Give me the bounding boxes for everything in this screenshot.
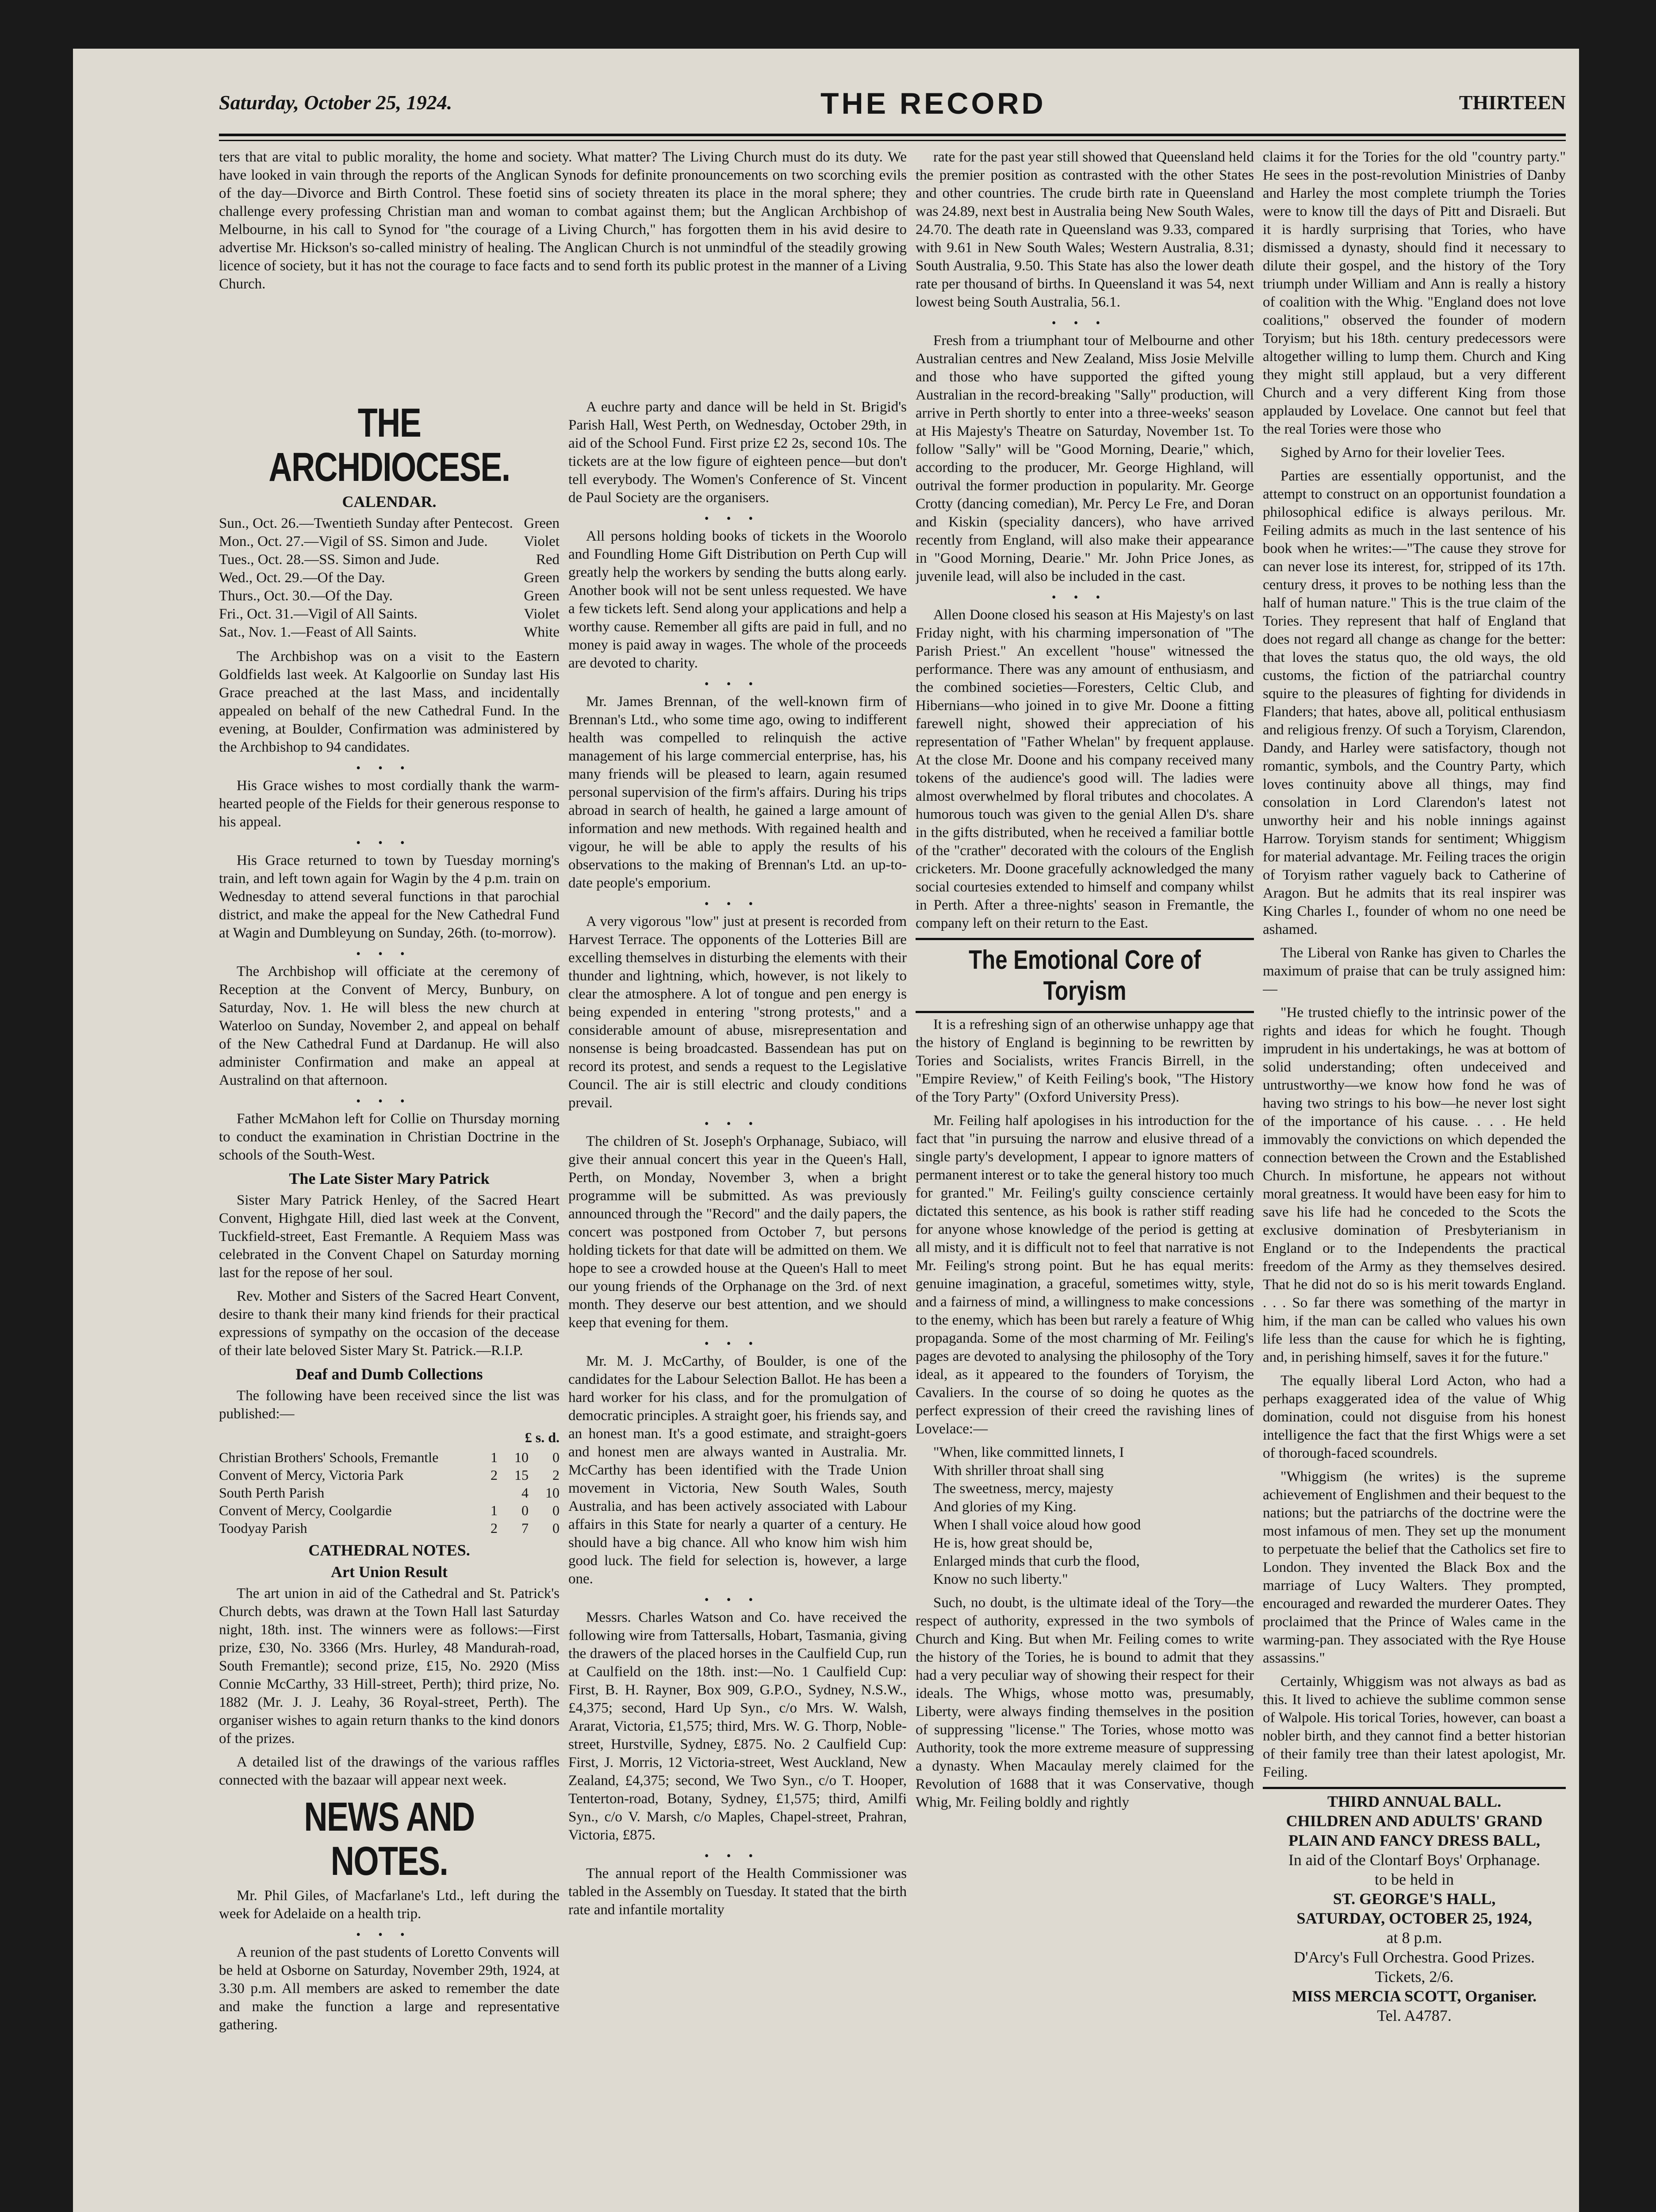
separator-dots: ••• xyxy=(356,947,422,961)
collections-heading: Deaf and Dumb Collections xyxy=(295,1365,483,1383)
page-number: THIRTEEN xyxy=(1459,91,1566,114)
separator-dots: ••• xyxy=(1051,591,1118,604)
masthead-rule xyxy=(219,134,1566,136)
paragraph: Messrs. Charles Watson and Co. have received the following wire from Tattersalls, Hobart, Tasmania, giving the drawers of the placed horses in the Caulfield Cup, run at Caulfield on the 18th. inst:—No. 1 Caulfield Cup: First, B. H. Rayner, Box 909, G.P.O., Sydney, N.S.W., £4,375; second, Hard Up Syn., c/o Mrs. W. Walsh, Ararat, Victoria, £1,575; third, Mrs. W. G. Thorp, Noble-street, Hurstville, Sydney, £875. No. 2 Caulfield Cup: First, J. Morris, 12 Victoria-street, West Auckland, New Zealand, £4,375; second, We Two Syn., c/o T. Hooper, Tenterton-road, Botany, Sydney, £1,575; third, Amilfi Syn., c/o V. Marsh, c/o Maples, Chapel-street, Prahran, Victoria, £875. xyxy=(568,1609,907,1843)
paragraph: Mr. Feiling half apologises in his introduction for the fact that "in pursuing the narrow and elusive thread of a single party's development, I appear to ignore matters of permanent interest or to take the general history too much for granted." Mr. Feiling's guilty conscience certainly dictated this sentence, as his book is rather stiff reading for anyone whose knowledge of the period is getting at all misty, and it is difficult not to feel that narrative is not Mr. Feiling's strong point. But he has equal merits: genuine imagination, a graceful, sometimes witty, style, and a fairness of mind, a willingness to make concessions to the enemy, which has been but rarely a feature of Whig propaganda. Some of the most charming of Mr. Feiling's pages are devoted to analysing the philosophy of the Tory ideal, as it appeared to the founders of Toryism, the Cavaliers. In the course of so doing he quotes as the perfect expression of their creed the ravishing lines of Lovelace:— xyxy=(916,1113,1254,1437)
paragraph: His Grace returned to town by Tuesday morning's train, and left town again for Wagin by the 4 p.m. train on Wednesday to attend several functions in that parochial district, and make the appeal for the New Cathedral Fund at Wagin and Dumbleyung on Sunday, 26th. (to-morrow). xyxy=(219,853,560,941)
column-2 xyxy=(568,398,907,2212)
calendar-entry: Thurs., Oct. 30.—Of the Day. Green xyxy=(219,588,560,604)
paragraph: A very vigorous "low" just at present is recorded from Harvest Terrace. The opponents of the Lotteries Bill are excelling themselves in disturbing the elements with their thunder and lightning, which, however, is not likely to clear the atmosphere. A lot of tongue and pen energy is being expended in entering "strong protests," and a considerable amount of abuse, misrepresentation and nonsense is being broadcasted. Bassendean has put on record its protest, and sends a request to the Legislative Council. The air is still electric and cloudy conditions prevail. xyxy=(568,914,907,1111)
table-row: Convent of Mercy, Coolgardie 1 0 0 xyxy=(219,1502,560,1518)
table-row: Toodyay Parish 2 7 0 xyxy=(219,1520,560,1536)
paragraph: Rev. Mother and Sisters of the Sacred Heart Convent, desire to thank their many kind friends for their practical expressions of sympathy on the occasion of the decease of their late beloved Sister Mary St. Patrick.—R.I.P. xyxy=(219,1288,560,1359)
paragraph: Fresh from a triumphant tour of Melbourne and other Australian centres and New Zealand, Miss Josie Melville and those who have supported the gifted young Australian in the record-breaking "Sally" production, will arrive in Perth shortly to enter into a three-weeks' season at His Majesty's Theatre on Saturday, November 1st. To follow "Sally" will be "Good Morning, Dearie," which, according to the producer, Mr. George Highland, will outrival the former production in popularity. Mr. George Crotty (dancing comedian), Mr. Percy Le Fre, and Doran and Kiskin (speciality dancers), who have arrived recently from England, will also make their appearance in "Good Morning, Dearie." Mr. John Price Jones, as juvenile lead, will also be included in the cast. xyxy=(916,333,1254,584)
separator-dots: ••• xyxy=(704,1117,771,1131)
paragraph: The annual report of the Health Commissioner was tabled in the Assembly on Tuesday. It stated that the birth rate and infantile mortality xyxy=(568,1866,907,1918)
paragraph: The art union in aid of the Cathedral and St. Patrick's Church debts, was drawn at the Town Hall last Saturday night, 18th. inst. The winners were as follows:—First prize, £30, No. 3366 (Mrs. Hurley, 48 Mandurah-road, South Fremantle); second prize, £15, No. 2920 (Miss Connie McCarthy, 33 Hill-street, Perth); third prize, No. 1882 (Mr. J. J. Leahy, 36 Royal-street, Perth). The organiser wishes to again return thanks to the kind donors of the prizes. xyxy=(219,1586,560,1747)
paragraph: Mr. James Brennan, of the well-known firm of Brennan's Ltd., who some time ago, owing to indifferent health was compelled to relinquish the active management of his large commercial enterprise, has, his many friends will be pleased to learn, again resumed personal supervision of the firm's affairs. During his trips abroad in search of health, he gained a large amount of information and new methods. With regained health and vigour, he will be able to apply the results of his observations to the making of Brennan's Ltd. an up-to-date people's emporium. xyxy=(568,694,907,891)
separator-dots: ••• xyxy=(1051,316,1118,330)
calendar-entry: Sun., Oct. 26.—Twentieth Sunday after Pentecost. Green xyxy=(219,515,560,531)
ad-rule xyxy=(1263,1787,1566,1789)
paragraph: Father McMahon left for Collie on Thursday morning to conduct the examination in Christian Doctrine in the schools of the South-West. xyxy=(219,1111,560,1163)
archdiocese-heading: THE ARCHDIOCESE. xyxy=(268,400,510,490)
collections-table xyxy=(219,1448,560,1537)
money-header: £ s. d. xyxy=(525,1429,560,1445)
paragraph: Mr. Phil Giles, of Macfarlane's Ltd., left during the week for Adelaide on a health trip. xyxy=(219,1888,560,1922)
paragraph: His Grace wishes to most cordially thank the warm-hearted people of the Fields for their generous response to his appeal. xyxy=(219,778,560,830)
newspaper-page xyxy=(73,49,1579,2212)
paragraph: Mr. M. J. McCarthy, of Boulder, is one of the candidates for the Labour Selection Ballot. He has been a hard worker for his class, and for the promulgation of democratic principles. A straight goer, his friends say, and an honest man. It's a good estimate, and straight-goers and honest men are always wanted in Australia. Mr. McCarthy has been identified with the Trade Union movement in Victoria, New South Wales, South Australia, and has been actively associated with Labour affairs in this State for nearly a quarter of a century. He should have a big chance. All who know him wish him good luck. The field for selection is, however, a large one. xyxy=(568,1353,907,1587)
sister-heading: The Late Sister Mary Patrick xyxy=(289,1170,490,1187)
intro-text: ters that are vital to public morality, the home and society. What matter? The Living Church must do its duty. We have looked in vain through the reports of the Anglican Synods for definite pronouncements on two scorching evils of the day—Divorce and Birth Control. These foetid sins of society threaten its place in the moral sphere; they challenge every professing Christian man and woman to combat against them; but the Anglican Archbishop of Melbourne, in his call to Synod for "the courage of a Living Church," has forgotten them in his avid desire to advertise Mr. Hickson's so-called ministry of healing. The Anglican Church is not unmindful of the steadily growing licence of society, but it has not the courage to face facts and to send forth its public protest in the manner of a Living Church. xyxy=(219,149,907,292)
separator-dots: ••• xyxy=(704,512,771,526)
quote-line: Sighed by Arno for their lovelier Tees. xyxy=(1280,445,1505,461)
paragraph: claims it for the Tories for the old "country party." He sees in the post-revolution Ministries of Danby and Harley the most complete triumph the Tories were to know till the days of Pitt and Disraeli. But it is hardly surprising that Tories, who have dismissed a dynasty, should find it necessary to dilute their gospel, and the history of the Tory triumph under William and Ann is really a history of coalition with the Whig. "England does not love coalitions," observed the founder of modern Toryism; but his 18th. century predecessors were altogether willing to lump them. Church and King they might still applaud, but a very different Church and a very different King from those applauded by Lovelace. One cannot but feel that the real Tories were those who xyxy=(1263,149,1566,437)
separator-dots: ••• xyxy=(356,1928,422,1942)
calendar-title: CALENDAR. xyxy=(342,493,437,511)
separator-dots: ••• xyxy=(704,1593,771,1607)
separator-dots: ••• xyxy=(356,836,422,850)
ball-advertisement: THIRD ANNUAL BALL. CHILDREN AND ADULTS' GRAND PLAIN AND FANCY DRESS BALL, In aid of the Clontarf Boys' Orphanage. to be held in ST. GEORGE'S HALL, SATURDAY, OCTOBER 25, 1924, at 8 p.m. D'Arcy's Full Orchestra. Good Prizes. Tickets, 2/6. MISS MERCIA SCOTT, Organiser. Tel. A4787. xyxy=(1286,1793,1543,2024)
paragraph: A detailed list of the drawings of the various raffles connected with the bazaar will appear next week. xyxy=(219,1754,560,1788)
paragraph: A reunion of the past students of Loretto Convents will be held at Osborne on Saturday, November 29th, 1924, at 3.30 p.m. All members are asked to remember the date and make the function a large and representative gathering. xyxy=(219,1944,560,2033)
paragraph: It is a refreshing sign of an otherwise unhappy age that the history of England is beginning to be rewritten by Tories and Socialists, writes Francis Birrell, in the "Empire Review," of Keith Feiling's book, "The History of the Tory Party" (Oxford University Press). xyxy=(916,1017,1254,1105)
separator-dots: ••• xyxy=(704,1849,771,1863)
masthead xyxy=(219,87,1566,131)
paragraph: A euchre party and dance will be held in St. Brigid's Parish Hall, West Perth, on Wednesday, October 29th, in aid of the School Fund. First prize £2 2s, second 10s. The tickets are at the low figure of eighteen pence—but don't tell everybody. The Women's Conference of St. Vincent de Paul Society are the organisers. xyxy=(568,399,907,506)
table-row: South Perth Parish 4 10 xyxy=(219,1485,560,1501)
paragraph: Certainly, Whiggism was not always as bad as this. It lived to achieve the sublime common sense of Walpole. His torical Tories, however, can boast a nobler birth, and they cannot find a better historian of their family tree than their latest apologist, Mr. Feiling. xyxy=(1263,1674,1566,1780)
calendar-entry: Sat., Nov. 1.—Feast of All Saints. White xyxy=(219,624,560,640)
separator-dots: ••• xyxy=(704,897,771,911)
paragraph: Such, no doubt, is the ultimate ideal of the Tory—the respect of authority, expressed in the two symbols of Church and King. But when Mr. Feiling comes to write the history of the Tories, he is bound to admit that they had a very peculiar way of showing their respect for their ideals. The Whigs, whose motto was, presumably, Liberty, were always finding themselves in the position of suppressing "license." The Tories, whose motto was Authority, took the more extreme measure of suppressing a dynasty. When Macaulay merely claimed for the Revolution of 1688 that it was Conservative, though Whig, Mr. Feiling boldly and rightly xyxy=(916,1595,1254,1810)
calendar-entry: Fri., Oct. 31.—Vigil of All Saints. Violet xyxy=(219,606,560,622)
calendar-entry: Tues., Oct. 28.—SS. Simon and Jude. Red xyxy=(219,552,560,568)
table-row: Christian Brothers' Schools, Fremantle 1 10 0 xyxy=(219,1449,560,1465)
paragraph: rate for the past year still showed that Queensland held the premier position as contrasted with the other States and other countries. The crude birth rate in Queensland was 24.89, next best in Australia being New South Wales, 24.70. The death rate in Queensland was 9.33, compared with 9.61 in New South Wales; Western Australia, 8.31; South Australia, 9.50. This State has also the lower death rate per thousand of births. In Queensland it was 54, next lowest being South Australia, 56.1. xyxy=(916,149,1254,310)
paragraph: "Whiggism (he writes) is the supreme achievement of Englishmen and their bequest to the nations; but the patriarchs of the doctrine were the most infamous of men. They set up the monument to perpetuate the belief that the Catholics set fire to London. They invented the Black Box and the marriage of Lucy Walters. They prompted, encouraged and rewarded the murderer Oates. They proclaimed that the Prince of Wales came in the warming-pan. They associated with the Rye House assassins." xyxy=(1263,1469,1566,1666)
paragraph: "He trusted chiefly to the intrinsic power of the rights and ideas for which he fought. Though imprudent in his undertakings, he was at bottom of solid understanding; often undeceived and untrustworthy—we know how fond he was of having two strings to his bow—he never lost sight of the importance of his cause. . . . He held immovably the convictions on which depended the connection between the Crown and the Established Church. In misfortune, he appears not without moral greatness. It would have been easy for him to save his life had he conceded to the Scots the exclusive domination of Presbyterianism in England or to the Independents the practical freedom of the Army as they themselves desired. That he did not do so is his merit towards England. . . . So far there was something of the martyr in him, if the man can be called who values his own life less than the cause for which he is fighting, and, in perishing himself, saves it for the future." xyxy=(1263,1005,1566,1365)
news-heading: NEWS AND NOTES. xyxy=(304,1794,475,1884)
paragraph: All persons holding books of tickets in the Woorolo and Foundling Home Gift Distribution on Perth Cup will greatly help the workers by sending the butts along early. Another book will not be sent unless requested. We have a few tickets left. Send along your applications and help a worthy cause. Remember all gifts are paid in full, and no money is paid away in wages. The whole of the proceeds are devoted to charity. xyxy=(568,528,907,671)
paragraph: Sister Mary Patrick Henley, of the Sacred Heart Convent, Highgate Hill, died last week at the Convent, Tuckfield-street, East Fremantle. A Requiem Mass was celebrated in the Convent Chapel on Saturday morning last for the repose of her soul. xyxy=(219,1192,560,1281)
paragraph: The Liberal von Ranke has given to Charles the maximum of praise that can be truly assigned him:— xyxy=(1263,945,1566,997)
paragraph: The Archbishop was on a visit to the Eastern Goldfields last week. At Kalgoorlie on Sunday last His Grace preached at the last Mass, and incidentally appealed on behalf of the new Cathedral Fund. In the evening, at Boulder, Confirmation was administered by the Archbishop to 94 candidates. xyxy=(219,649,560,755)
calendar-entry: Wed., Oct. 29.—Of the Day. Green xyxy=(219,570,560,586)
toryism-heading: The Emotional Core of Toryism xyxy=(969,945,1201,1006)
calendar-list xyxy=(219,515,560,641)
separator-dots: ••• xyxy=(356,1094,422,1108)
issue-date: Saturday, October 25, 1924. xyxy=(219,91,452,114)
column-3 xyxy=(916,148,1254,2212)
paragraph: The Archbishop will officiate at the ceremony of Reception at the Convent of Mercy, Bunbury, on Saturday, Nov. 1. He will bless the new church at Waterloo on Sunday, November 2, and appeal on behalf of the New Cathedral Fund at Dardanup. He will also administer Confirmation and make an appeal at Australind on that afternoon. xyxy=(219,964,560,1088)
paragraph: The children of St. Joseph's Orphanage, Subiaco, will give their annual concert this year in the Queen's Hall, Perth, on Monday, November 3, when a bright programme will be submitted. As was previously announced through the "Record" and the daily papers, the concert was postponed from October 7, but persons holding tickets for that date will be admitted on them. We hope to see a crowded house at the Queen's Hall to meet our young friends of the Orphanage on the 3rd. of next month. They deserve our best attention, and we should keep that evening for them. xyxy=(568,1133,907,1331)
cathedral-heading: CATHEDRAL NOTES. xyxy=(308,1541,470,1559)
separator-dots: ••• xyxy=(704,1337,771,1351)
column-4 xyxy=(1263,148,1566,2212)
table-row: Convent of Mercy, Victoria Park 2 15 2 xyxy=(219,1467,560,1483)
poem-quote: "When, like committed linnets, I With shriller throat shall sing The sweetness, mercy, majesty And glories of my King. When I shall voice aloud how good He is, how great should be, Enlarged minds that curb the flood, Know no such liberty." xyxy=(933,1444,1141,1587)
masthead-rule-thin xyxy=(219,140,1566,141)
paragraph: Allen Doone closed his season at His Majesty's on last Friday night, with his charming impersonation of "The Parish Priest." An excellent "house" witnessed the performance. There was any amount of enthusiasm, and the combined societies—Foresters, Celtic Club, and Hibernians—who joined in to give Mr. Doone a fitting farewell night, showed their appreciation of his representation of "Father Whelan" by frequent applause. At the close Mr. Doone and his company received many tokens of the audience's good will. The ladies were almost overwhelmed by floral tributes and chocolates. A humorous touch was given to the genial Allen D's. share in the gifts distributed, when he received a familiar bottle of the "crather" decorated with the colours of the English cricketers. Mr. Doone gracefully acknowledged the many social courtesies extended to himself and company whilst in Perth. After a three-nights' season in Fremantle, the company left on their return to the East. xyxy=(916,607,1254,931)
art-union-subheading: Art Union Result xyxy=(330,1563,448,1581)
calendar-entry: Mon., Oct. 27.—Vigil of SS. Simon and Jude. Violet xyxy=(219,534,560,549)
column-1 xyxy=(219,398,560,2212)
section-rule xyxy=(916,1011,1254,1013)
newspaper-title: THE RECORD xyxy=(820,87,1046,120)
paragraph: The following have been received since the list was published:— xyxy=(219,1388,560,1422)
separator-dots: ••• xyxy=(704,677,771,691)
intro-article xyxy=(219,148,907,396)
paragraph: The equally liberal Lord Acton, who had a perhaps exaggerated idea of the value of Whig domination, could not disguise from his honest intelligence the fact that the first Whigs were a set of thorough-faced scoundrels. xyxy=(1263,1373,1566,1461)
paragraph: Parties are essentially opportunist, and the attempt to construct on an opportunist foundation a philosophical edifice is always perilous. Mr. Feiling admits as much in the last sentence of his book when he writes:—"The cause they strove for can never lose its interest, for, stripped of its 17th. century dress, it proves to be nothing less than the half of human nature." This is the true claim of the Tories. They represent that half of England that does not regard all change as change for the better: that loves the status quo, the old ways, the old customs, the fiction of the patriarchal country squire to the pleasures of fighting for dividends in Flanders; that hates, above all, political enthusiasm and religious frenzy. Of such a Toryism, Clarendon, Dandy, and Harley were satisfactory, though not romantic, symbols, and the Country Party, which loves continuity above all things, may find consolation in Lord Clarendon's latest not unworthy heir and his noble innings against Harrow. Toryism stands for sentiment; Whiggism for material advantage. Mr. Feiling traces the origin of Toryism rather vaguely back to Catherine of Aragon. But he admits that its real inspirer was King Charles I., founder of whom no one need be ashamed. xyxy=(1263,468,1566,937)
separator-dots: ••• xyxy=(356,761,422,775)
section-rule xyxy=(916,938,1254,940)
